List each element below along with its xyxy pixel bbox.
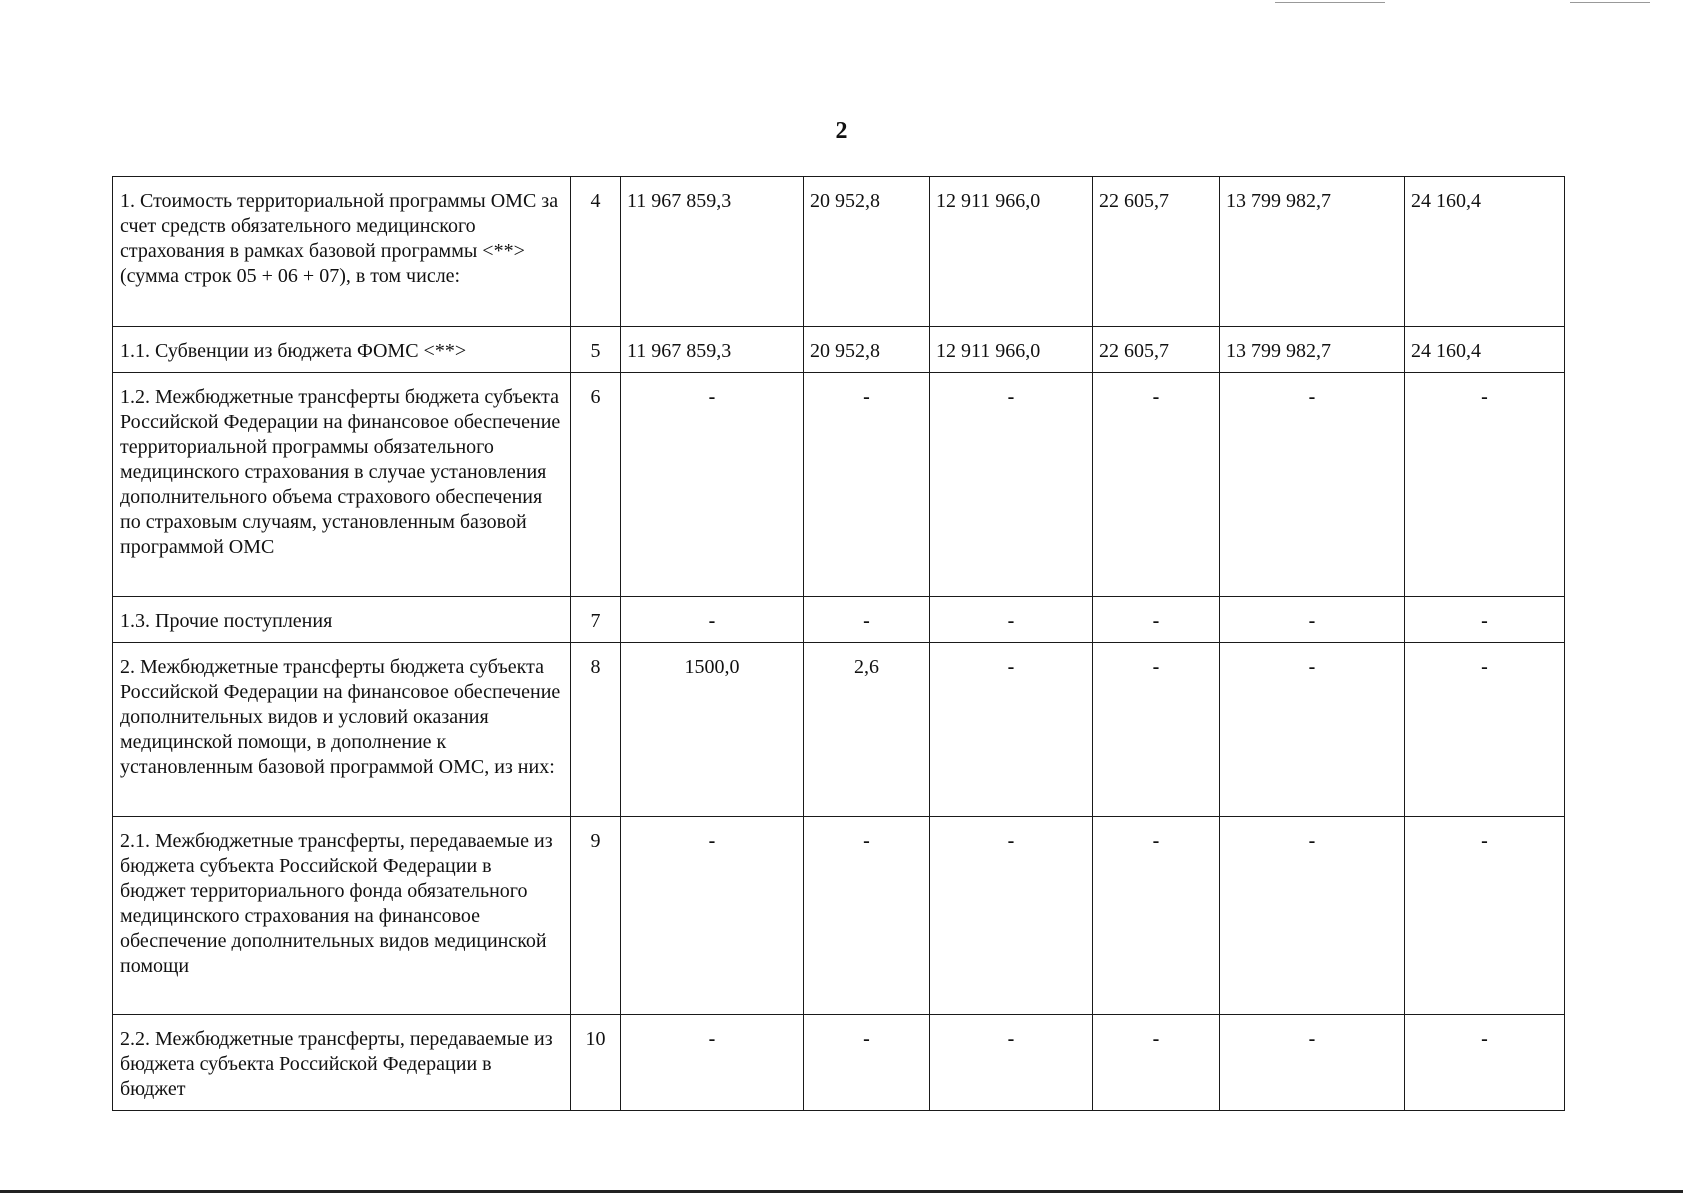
value-cell: 20 952,8	[804, 327, 930, 373]
row-code: 8	[571, 643, 621, 817]
value-cell: -	[930, 817, 1093, 1015]
value-cell: -	[804, 373, 930, 597]
value-cell: -	[1220, 373, 1405, 597]
row-code: 5	[571, 327, 621, 373]
value-cell: -	[930, 643, 1093, 817]
value-cell: 12 911 966,0	[930, 177, 1093, 327]
value-cell: -	[621, 817, 804, 1015]
value-cell: 12 911 966,0	[930, 327, 1093, 373]
row-label: 1.2. Межбюджетные трансферты бюджета субъекта Российской Федерации на финансовое обеспечение территориальной программы обязательного медицинского страхования в случае установления дополнительного объема страхового обеспечения по страховым случаям, установленным базовой программой ОМС	[113, 373, 571, 597]
row-label: 1.1. Субвенции из бюджета ФОМС <**>	[113, 327, 571, 373]
row-code: 9	[571, 817, 621, 1015]
value-cell: -	[1093, 597, 1220, 643]
row-label: 2.1. Межбюджетные трансферты, передаваемые из бюджета субъекта Российской Федерации в бюджет территориального фонда обязательного медицинского страхования на финансовое обеспечение дополнительных видов медицинской помощи	[113, 817, 571, 1015]
value-cell: -	[1405, 597, 1565, 643]
value-cell: 24 160,4	[1405, 177, 1565, 327]
value-cell: 2,6	[804, 643, 930, 817]
value-cell: -	[1405, 1015, 1565, 1111]
value-cell: -	[1220, 817, 1405, 1015]
row-label: 1.3. Прочие поступления	[113, 597, 571, 643]
page-number: 2	[835, 118, 848, 144]
row-code: 4	[571, 177, 621, 327]
value-cell: -	[930, 373, 1093, 597]
value-cell: 11 967 859,3	[621, 327, 804, 373]
value-cell: 24 160,4	[1405, 327, 1565, 373]
value-cell: -	[804, 817, 930, 1015]
value-cell: -	[1405, 817, 1565, 1015]
value-cell: 20 952,8	[804, 177, 930, 327]
value-cell: 22 605,7	[1093, 327, 1220, 373]
value-cell: 11 967 859,3	[621, 177, 804, 327]
table-row	[113, 597, 1565, 643]
value-cell: -	[1093, 373, 1220, 597]
value-cell: 22 605,7	[1093, 177, 1220, 327]
value-cell: -	[1093, 817, 1220, 1015]
table-row	[113, 643, 1565, 817]
budget-table	[112, 176, 1565, 1111]
value-cell: -	[804, 1015, 930, 1111]
value-cell: -	[621, 1015, 804, 1111]
table-row	[113, 1015, 1565, 1111]
value-cell: -	[1220, 1015, 1405, 1111]
row-label: 2.2. Межбюджетные трансферты, передаваемые из бюджета субъекта Российской Федерации в бюджет	[113, 1015, 571, 1111]
table-row	[113, 327, 1565, 373]
row-label: 2. Межбюджетные трансферты бюджета субъекта Российской Федерации на финансовое обеспечение дополнительных видов и условий оказания медицинской помощи, в дополнение к установленным базовой программой ОМС, из них:	[113, 643, 571, 817]
row-code: 7	[571, 597, 621, 643]
value-cell: -	[930, 597, 1093, 643]
value-cell: -	[1093, 1015, 1220, 1111]
table-row	[113, 177, 1565, 327]
table-row	[113, 373, 1565, 597]
value-cell: -	[1220, 643, 1405, 817]
value-cell: -	[930, 1015, 1093, 1111]
value-cell: -	[621, 597, 804, 643]
row-label: 1. Стоимость территориальной программы ОМС за счет средств обязательного медицинского страхования в рамках базовой программы <**> (сумма строк 05 + 06 + 07), в том числе:	[113, 177, 571, 327]
page-bottom-rule	[0, 1190, 1683, 1193]
row-code: 10	[571, 1015, 621, 1111]
value-cell: 13 799 982,7	[1220, 177, 1405, 327]
value-cell: -	[1220, 597, 1405, 643]
value-cell: 1500,0	[621, 643, 804, 817]
scan-artifact-line	[1570, 2, 1650, 3]
value-cell: -	[1405, 643, 1565, 817]
value-cell: -	[804, 597, 930, 643]
table-row	[113, 817, 1565, 1015]
value-cell: -	[621, 373, 804, 597]
value-cell: -	[1093, 643, 1220, 817]
scan-artifact-line	[1275, 2, 1385, 3]
row-code: 6	[571, 373, 621, 597]
value-cell: 13 799 982,7	[1220, 327, 1405, 373]
value-cell: -	[1405, 373, 1565, 597]
